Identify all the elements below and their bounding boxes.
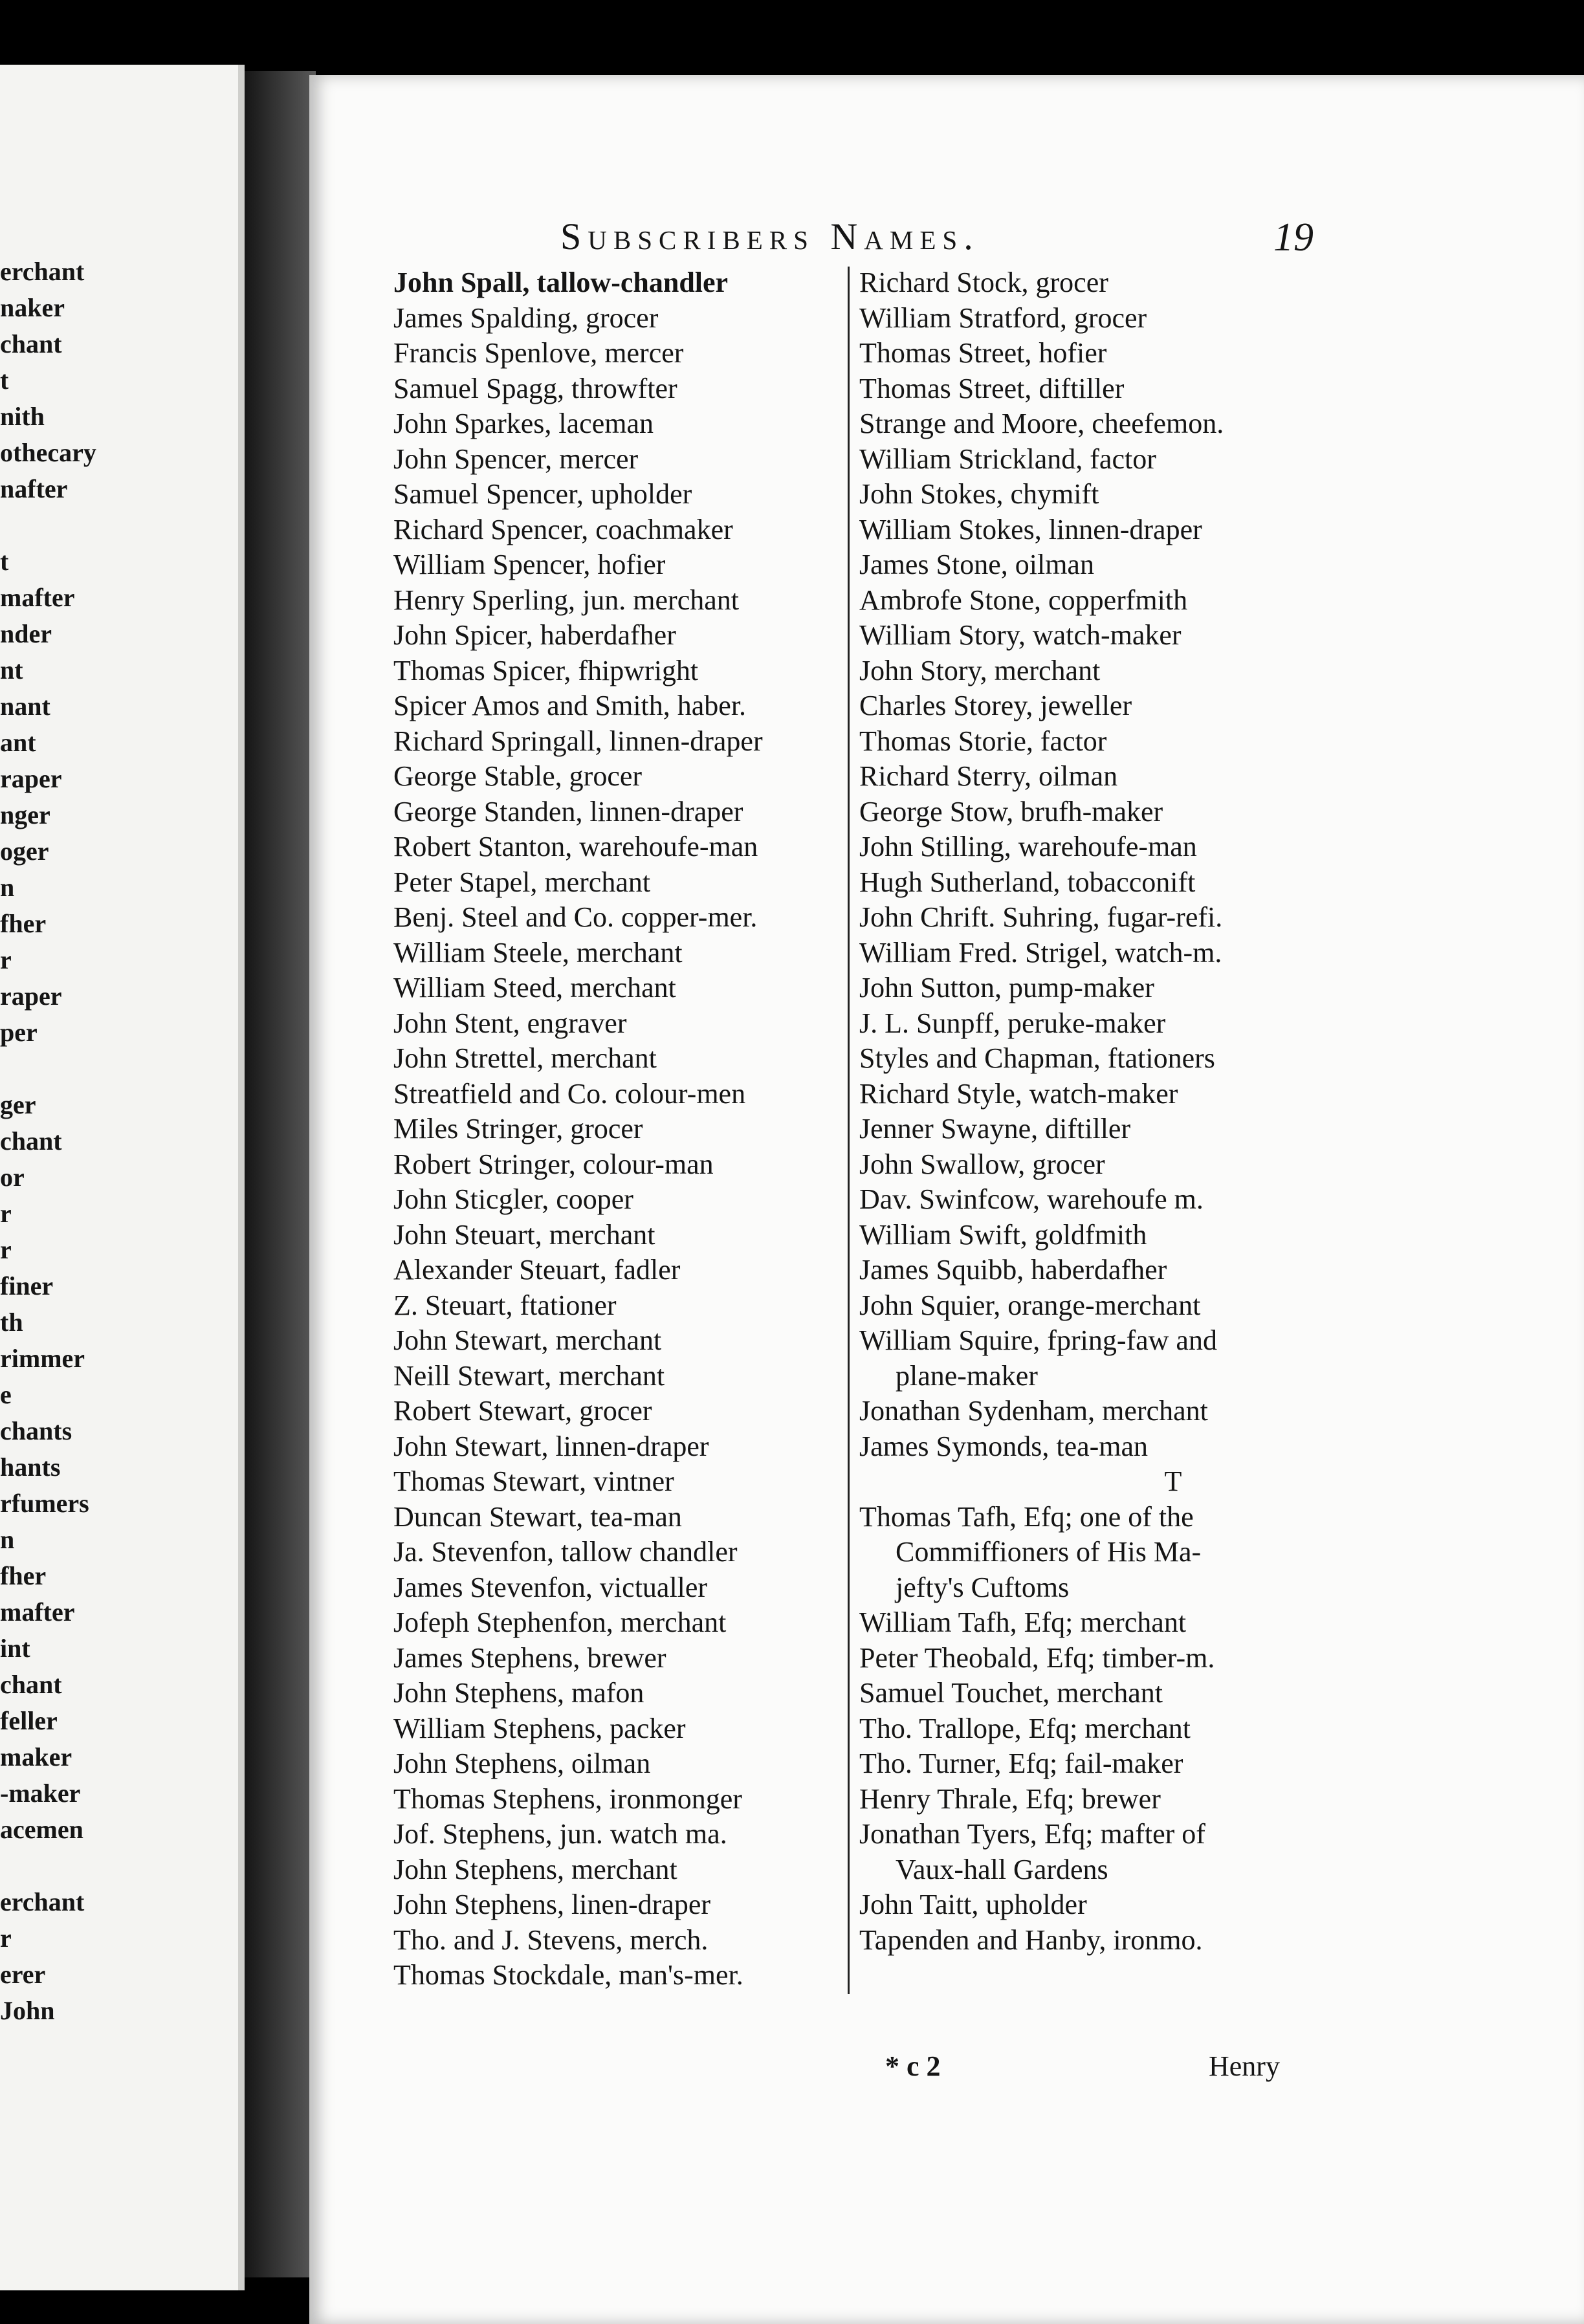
subscriber-entry: Miles Stringer, grocer — [393, 1113, 643, 1145]
subscriber-entry: Thomas Stephens, ironmonger — [393, 1782, 742, 1815]
subscriber-entry: J. L. Sunpff, peruke-maker — [859, 1007, 1166, 1039]
subscriber-entry: James Symonds, tea-man — [859, 1430, 1149, 1462]
facing-page-fragment: chant — [0, 329, 62, 358]
facing-page-fragment: maker — [0, 1742, 72, 1771]
subscriber-entry: John Stephens, merchant — [393, 1853, 677, 1885]
subscriber-entry: James Stephens, brewer — [393, 1641, 666, 1674]
subscriber-entry: Benj. Steel and Co. copper-mer. — [393, 901, 758, 933]
subscriber-entry: William Story, watch-maker — [859, 619, 1182, 651]
subscriber-entry: Streatfield and Co. colour-men — [393, 1077, 746, 1110]
subscriber-entry: Thomas Stewart, vintner — [393, 1465, 674, 1497]
subscriber-entry: plane-maker — [896, 1359, 1038, 1392]
subscriber-entry: Z. Steuart, ftationer — [393, 1289, 617, 1321]
subscriber-entry: John Stilling, warehoufe-man — [859, 831, 1197, 862]
facing-page-fragment: John — [0, 1996, 55, 2025]
subscriber-entry: Peter Theobald, Efq; timber-m. — [859, 1641, 1215, 1674]
facing-page-fragment: mafter — [0, 583, 75, 612]
subscriber-entry: T — [1164, 1465, 1182, 1497]
subscriber-entry: John Stewart, linnen-draper — [393, 1430, 709, 1462]
subscriber-entry: James Spalding, grocer — [393, 301, 659, 334]
subscriber-entry: Tho. and J. Stevens, merch. — [393, 1924, 709, 1956]
subscriber-entry: Tho. Turner, Efq; fail-maker — [859, 1748, 1183, 1779]
facing-page-fragment: chant — [0, 1126, 62, 1156]
subscriber-entry: Dav. Swinfcow, warehoufe m. — [859, 1183, 1204, 1215]
facing-page-fragment: raper — [0, 981, 62, 1011]
subscriber-entry: George Stable, grocer — [393, 760, 643, 792]
subscriber-entry: Charles Storey, jeweller — [859, 690, 1132, 721]
catchword: Henry — [1209, 2050, 1280, 2082]
subscriber-entry: John Stent, engraver — [393, 1007, 627, 1039]
subscriber-entry: William Stratford, grocer — [859, 301, 1147, 334]
subscriber-entry: Ja. Stevenfon, tallow chandler — [393, 1536, 738, 1568]
facing-page-fragment: acemen — [0, 1815, 83, 1844]
subscriber-entry: Strange and Moore, cheefemon. — [859, 408, 1224, 439]
subscriber-entry: Jenner Swayne, diftiller — [859, 1113, 1131, 1145]
facing-page-fragment: t — [0, 547, 9, 576]
subscriber-entry: Styles and Chapman, ftationers — [859, 1042, 1215, 1074]
subscriber-entry: Samuel Touchet, merchant — [859, 1677, 1163, 1709]
subscriber-entry: John Story, merchant — [859, 654, 1101, 686]
subscriber-entry: Richard Spencer, coachmaker — [393, 513, 733, 545]
facing-page-fragment: erer — [0, 1960, 46, 1989]
subscriber-entry: Jofeph Stephenfon, merchant — [393, 1606, 727, 1638]
subscriber-entry: William Spencer, hofier — [393, 549, 666, 580]
facing-page-fragment: r — [0, 1199, 12, 1228]
subscriber-entry: Thomas Stockdale, man's-mer. — [393, 1959, 743, 1991]
facing-page-fragment: hants — [0, 1453, 61, 1482]
subscriber-entry: Richard Springall, linnen-draper — [393, 725, 763, 757]
subscriber-entry: John Spall, tallow-chandler — [393, 267, 729, 298]
subscriber-entry: Richard Stock, grocer — [859, 267, 1108, 298]
subscriber-entry: Thomas Spicer, fhipwright — [393, 654, 699, 686]
facing-page-fragment: per — [0, 1018, 38, 1047]
facing-page-fragment: ger — [0, 1090, 36, 1119]
subscriber-entry: Henry Sperling, jun. merchant — [393, 584, 739, 616]
subscriber-entry: Thomas Street, hofier — [859, 337, 1107, 369]
subscriber-entry: John Stokes, chymift — [859, 478, 1099, 510]
facing-page-fragment: n — [0, 1525, 15, 1554]
subscriber-entry: John Squier, orange-merchant — [859, 1289, 1201, 1321]
subscriber-entry: William Squire, fpring-faw and — [859, 1324, 1217, 1356]
subscriber-entry: John Steuart, merchant — [393, 1218, 655, 1251]
subscriber-entry: Peter Stapel, merchant — [393, 866, 651, 898]
subscriber-entry: John Sticgler, cooper — [393, 1183, 633, 1215]
page-19 — [309, 75, 1584, 2324]
subscriber-entry: John Stephens, linen-draper — [393, 1889, 710, 1920]
subscriber-entry: John Sutton, pump-maker — [859, 972, 1154, 1003]
subscriber-entry: John Stewart, merchant — [393, 1324, 662, 1356]
facing-page-fragment: erchant — [0, 257, 85, 286]
subscriber-entry: John Spicer, haberdafher — [393, 619, 676, 651]
subscriber-entry: James Stevenfon, victualler — [393, 1571, 708, 1603]
subscriber-entry: William Steele, merchant — [393, 936, 683, 969]
subscriber-entry: Robert Stewart, grocer — [393, 1395, 652, 1427]
facing-page-fragment: feller — [0, 1706, 58, 1735]
subscriber-entry: George Standen, linnen-draper — [393, 795, 743, 828]
subscriber-entry: John Taitt, upholder — [859, 1889, 1087, 1920]
facing-page-fragment: th — [0, 1308, 23, 1337]
facing-page-fragment: rfumers — [0, 1489, 89, 1518]
subscriber-entry: Alexander Steuart, fadler — [393, 1254, 681, 1286]
facing-page-fragment: nith — [0, 402, 45, 431]
subscriber-entry: Samuel Spagg, throwfter — [393, 372, 677, 404]
subscriber-entry: John Spencer, mercer — [393, 443, 639, 475]
facing-page-fragment: int — [0, 1634, 30, 1663]
subscriber-column-right — [859, 265, 1565, 1958]
subscriber-entry: Henry Thrale, Efq; brewer — [859, 1782, 1161, 1815]
facing-page-fragment: -maker — [0, 1779, 81, 1808]
column-divider — [848, 267, 850, 1994]
facing-page-fragment: t — [0, 366, 9, 395]
subscriber-entry: William Tafh, Efq; merchant — [859, 1606, 1187, 1638]
page-footer — [309, 2050, 1584, 2088]
facing-page-fragment: ant — [0, 728, 36, 757]
subscriber-entry: John Stephens, mafon — [393, 1677, 644, 1709]
subscriber-entry: Francis Spenlove, mercer — [393, 337, 684, 369]
facing-page-fragment: fher — [0, 1561, 47, 1590]
subscriber-entry: Thomas Street, diftiller — [859, 372, 1125, 404]
subscriber-entry: jefty's Cuftoms — [896, 1571, 1070, 1603]
facing-page-fragment: r — [0, 1235, 12, 1264]
subscriber-entry: Jonathan Tyers, Efq; mafter of — [859, 1818, 1205, 1850]
subscriber-entry: Spicer Amos and Smith, haber. — [393, 690, 747, 721]
subscriber-column-left — [393, 265, 801, 1993]
facing-page-fragment: finer — [0, 1271, 54, 1300]
subscriber-entry: John Chrift. Suhring, fugar-refi. — [859, 901, 1223, 933]
facing-page-fragment: nant — [0, 692, 50, 721]
subscriber-entry: Robert Stringer, colour-man — [393, 1148, 714, 1180]
subscriber-entry: Jof. Stephens, jun. watch ma. — [393, 1818, 727, 1850]
facing-page-fragment: nt — [0, 655, 23, 685]
page-header — [309, 215, 1584, 267]
facing-page-fragment: n — [0, 873, 15, 902]
subscriber-entry: William Fred. Strigel, watch-m. — [859, 936, 1222, 969]
subscriber-entry: John Swallow, grocer — [859, 1148, 1105, 1180]
facing-page-fragment: r — [0, 1924, 12, 1953]
subscriber-entry: Thomas Storie, factor — [859, 725, 1107, 757]
subscriber-entry: Samuel Spencer, upholder — [393, 478, 692, 510]
subscriber-entry: Jonathan Sydenham, merchant — [859, 1395, 1208, 1427]
subscriber-entry: James Stone, oilman — [859, 549, 1094, 580]
subscriber-entry: John Strettel, merchant — [393, 1042, 657, 1074]
subscriber-entry: George Stow, brufh-maker — [859, 795, 1163, 828]
facing-page-fragment: naker — [0, 293, 65, 322]
subscriber-entry: William Stokes, linnen-draper — [859, 513, 1202, 545]
facing-page-fragment: e — [0, 1380, 12, 1409]
subscriber-entry: William Strickland, factor — [859, 443, 1156, 475]
facing-page-fragment: othecary — [0, 438, 96, 467]
subscriber-entry: Ambrofe Stone, copperfmith — [859, 584, 1188, 616]
facing-page-fragment: rimmer — [0, 1344, 85, 1373]
subscriber-entry: John Stephens, oilman — [393, 1748, 651, 1779]
facing-page-fragment: mafter — [0, 1597, 75, 1627]
subscriber-entry: Hugh Sutherland, tobacconift — [859, 866, 1196, 898]
page-number: 19 — [1273, 215, 1314, 259]
subscriber-entry: Vaux-hall Gardens — [896, 1853, 1108, 1885]
subscriber-entry: Richard Style, watch-maker — [859, 1077, 1178, 1110]
subscriber-entry: John Sparkes, laceman — [393, 408, 654, 439]
subscriber-entry: Tapenden and Hanby, ironmo. — [859, 1924, 1203, 1956]
facing-page-fragment: chant — [0, 1670, 62, 1699]
book-gutter — [245, 71, 316, 2277]
facing-page-fragment: raper — [0, 764, 62, 793]
subscriber-entry: Duncan Stewart, tea-man — [393, 1500, 682, 1533]
subscriber-entry: Tho. Trallope, Efq; merchant — [859, 1712, 1191, 1744]
facing-page-fragment: or — [0, 1163, 25, 1192]
facing-page-fragment: chants — [0, 1416, 72, 1445]
subscriber-entry: William Steed, merchant — [393, 972, 676, 1003]
signature-mark: * c 2 — [885, 2050, 941, 2082]
facing-page-fragment: r — [0, 945, 12, 974]
facing-page-fragment: oger — [0, 837, 49, 866]
subscriber-entry: Robert Stanton, warehoufe-man — [393, 831, 758, 862]
subscriber-entry: Thomas Tafh, Efq; one of the — [859, 1500, 1194, 1533]
facing-page-fragment: fher — [0, 909, 47, 938]
subscriber-entry: James Squibb, haberdafher — [859, 1254, 1167, 1286]
facing-page-fragment: nder — [0, 619, 52, 648]
subscriber-entry: Neill Stewart, merchant — [393, 1359, 665, 1392]
subscriber-entry: William Stephens, packer — [393, 1712, 686, 1744]
facing-page-fragment: nafter — [0, 474, 68, 503]
subscriber-entry: Commiffioners of His Ma- — [896, 1536, 1202, 1568]
facing-page-left — [0, 65, 245, 2290]
subscriber-entry: Richard Sterry, oilman — [859, 760, 1118, 792]
subscriber-entry: William Swift, goldfmith — [859, 1218, 1147, 1251]
facing-page-fragment: nger — [0, 800, 50, 829]
facing-page-fragment: erchant — [0, 1887, 85, 1916]
running-head: Subscribers Names. — [560, 215, 980, 258]
